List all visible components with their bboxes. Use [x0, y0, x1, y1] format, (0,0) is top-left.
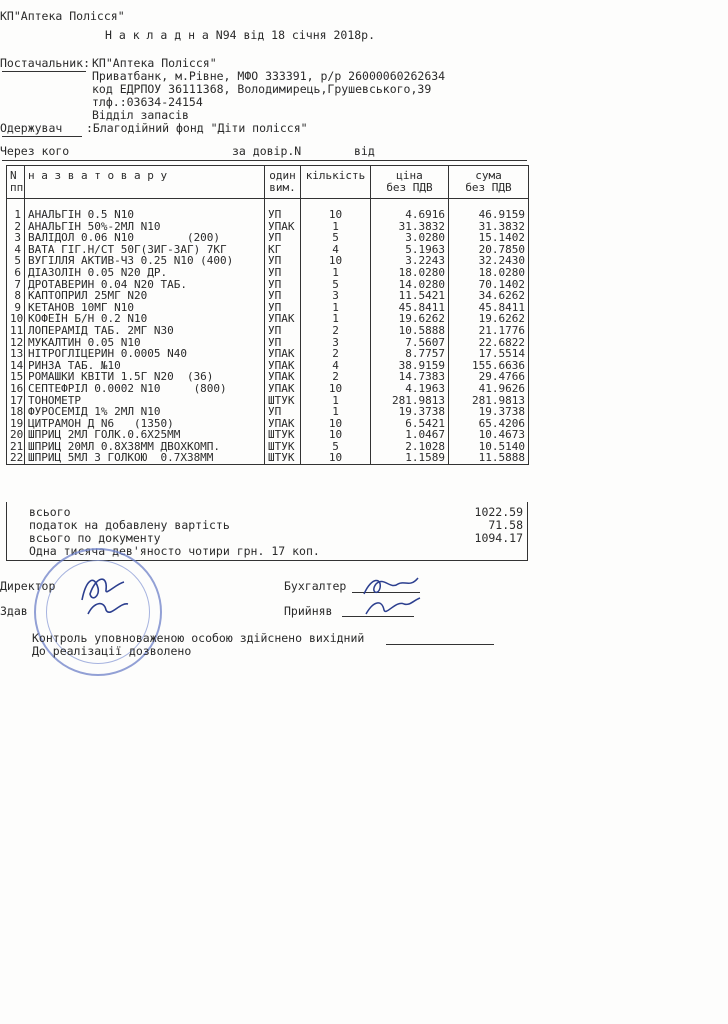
row-quantity: 4: [301, 244, 371, 256]
row-number: 19: [7, 418, 25, 430]
total-in-words: Одна тисяча дев'яносто чотири грн. 17 коп.: [29, 544, 320, 558]
row-quantity: 2: [301, 371, 371, 383]
row-unit: УП: [265, 209, 301, 221]
supplier-name: КП"Аптека Полісся": [92, 56, 217, 70]
table-row: [7, 325, 529, 337]
header-num: N пп: [7, 166, 25, 199]
row-unit: ШТУК: [265, 441, 301, 453]
row-quantity: 1: [301, 395, 371, 407]
row-quantity: 3: [301, 337, 371, 349]
row-sum: 45.8411: [449, 302, 529, 314]
row-product-name: ДІАЗОЛІН 0.05 N20 ДР.: [25, 267, 265, 279]
row-sum: 34.6262: [449, 290, 529, 302]
row-quantity: 2: [301, 325, 371, 337]
row-sum: 155.6636: [449, 360, 529, 372]
row-unit: УПАК: [265, 418, 301, 430]
row-unit: УПАК: [265, 313, 301, 325]
row-quantity: 1: [301, 267, 371, 279]
table-row: [7, 395, 529, 407]
receiver-name: :Благодійний фонд "Діти полісся": [86, 121, 308, 135]
via-line: [2, 160, 527, 161]
row-unit: УП: [265, 325, 301, 337]
table-row: [7, 302, 529, 314]
row-number: 22: [7, 452, 25, 464]
row-product-name: КЕТАНОВ 10МГ N10: [25, 302, 265, 314]
org-top-label: КП"Аптека Полісся": [0, 9, 125, 23]
row-price: 7.5607: [371, 337, 449, 349]
table-row: [7, 406, 529, 418]
table-row: [7, 313, 529, 325]
control-line-2: До реалізації дозволено: [32, 644, 192, 658]
row-product-name: ВАТА ГІГ.Н/СТ 50Г(ЗИГ-ЗАГ) 7КГ: [25, 244, 265, 256]
row-quantity: 10: [301, 429, 371, 441]
row-price: 18.0280: [371, 267, 449, 279]
row-unit: ШТУК: [265, 429, 301, 441]
row-product-name: ТОНОМЕТР: [25, 395, 265, 407]
row-product-name: КОФЕЇН Б/Н 0.2 N10: [25, 313, 265, 325]
supplier-dept: Відділ запасів: [92, 108, 189, 122]
document-title: Н а к л а д н а N94 від 18 січня 2018р.: [105, 28, 376, 42]
row-price: 281.9813: [371, 395, 449, 407]
row-unit: ШТУК: [265, 452, 301, 464]
row-unit: УП: [265, 406, 301, 418]
row-price: 3.0280: [371, 232, 449, 244]
row-sum: 18.0280: [449, 267, 529, 279]
row-price: 1.1589: [371, 452, 449, 464]
row-unit: УП: [265, 267, 301, 279]
row-quantity: 1: [301, 221, 371, 233]
table-row: [7, 441, 529, 453]
row-price: 45.8411: [371, 302, 449, 314]
table-row: [7, 267, 529, 279]
row-unit: УП: [265, 255, 301, 267]
row-quantity: 4: [301, 360, 371, 372]
row-unit: УП: [265, 302, 301, 314]
row-price: 14.0280: [371, 279, 449, 291]
row-product-name: ЛОПЕРАМІД ТАБ. 2МГ N30: [25, 325, 265, 337]
table-row: [7, 290, 529, 302]
row-unit: КГ: [265, 244, 301, 256]
supplier-bank: Приватбанк, м.Рівне, МФО 333391, р/р 26000060262634: [92, 69, 446, 83]
row-price: 38.9159: [371, 360, 449, 372]
document-total-label: всього по документу: [29, 531, 161, 545]
row-number: 16: [7, 383, 25, 395]
header-sum: сума без ПДВ: [449, 166, 529, 199]
row-number: 3: [7, 232, 25, 244]
row-number: 8: [7, 290, 25, 302]
director-label: Директор: [0, 579, 56, 593]
table-row: [7, 418, 529, 430]
row-product-name: РИНЗА ТАБ. №10: [25, 360, 265, 372]
row-price: 11.5421: [371, 290, 449, 302]
from-label: від: [354, 144, 375, 158]
row-product-name: СЕПТЕФРІЛ 0.0002 N10 (800): [25, 383, 265, 395]
row-sum: 46.9159: [449, 209, 529, 221]
row-unit: УПАК: [265, 221, 301, 233]
goods-table: [6, 165, 529, 465]
document-total-value: 1094.17: [474, 531, 523, 545]
row-quantity: 10: [301, 209, 371, 221]
row-number: 1: [7, 209, 25, 221]
row-price: 2.1028: [371, 441, 449, 453]
row-number: 21: [7, 441, 25, 453]
row-number: 10: [7, 313, 25, 325]
row-number: 5: [7, 255, 25, 267]
row-sum: 70.1402: [449, 279, 529, 291]
row-sum: 29.4766: [449, 371, 529, 383]
table-row: [7, 255, 529, 267]
row-sum: 281.9813: [449, 395, 529, 407]
row-number: 14: [7, 360, 25, 372]
row-sum: 41.9626: [449, 383, 529, 395]
row-number: 2: [7, 221, 25, 233]
row-number: 7: [7, 279, 25, 291]
row-sum: 10.5140: [449, 441, 529, 453]
table-row: [7, 360, 529, 372]
row-unit: УП: [265, 232, 301, 244]
accountant-signature-icon: [360, 570, 424, 620]
row-price: 19.6262: [371, 313, 449, 325]
row-price: 1.0467: [371, 429, 449, 441]
row-unit: УПАК: [265, 383, 301, 395]
row-unit: УП: [265, 290, 301, 302]
row-product-name: АНАЛЬГІН 50%-2МЛ N10: [25, 221, 265, 233]
row-sum: 21.1776: [449, 325, 529, 337]
table-row: [7, 371, 529, 383]
row-product-name: МУКАЛТИН 0.05 N10: [25, 337, 265, 349]
via-label: Через кого: [0, 144, 70, 158]
accountant-label: Бухгалтер: [284, 579, 347, 593]
row-number: 13: [7, 348, 25, 360]
total-value: 1022.59: [474, 505, 523, 519]
row-product-name: ШПРИЦ 5МЛ З ГОЛКОЮ 0.7Х38ММ: [25, 452, 265, 464]
row-product-name: ШПРИЦ 20МЛ 0.8Х38ММ ДВОХКОМП.: [25, 441, 265, 453]
supplier-underline: [2, 71, 86, 72]
receiver-underline: [2, 136, 82, 137]
table-row: [7, 452, 529, 464]
row-product-name: ЦИТРАМОН Д N6 (1350): [25, 418, 265, 430]
row-number: 17: [7, 395, 25, 407]
vat-value: 71.58: [488, 518, 523, 532]
row-number: 18: [7, 406, 25, 418]
row-price: 6.5421: [371, 418, 449, 430]
power-of-attorney-label: за довір.N: [232, 144, 302, 158]
receiver-label: Одержувач: [0, 121, 63, 135]
row-unit: УП: [265, 279, 301, 291]
row-sum: 20.7850: [449, 244, 529, 256]
row-sum: 19.6262: [449, 313, 529, 325]
header-unit: один вим.: [265, 166, 301, 199]
row-sum: 15.1402: [449, 232, 529, 244]
goods-body: [7, 199, 529, 465]
gave-label: Здав: [0, 604, 28, 618]
table-row: [7, 383, 529, 395]
row-quantity: 10: [301, 418, 371, 430]
row-number: 11: [7, 325, 25, 337]
header-price: ціна без ПДВ: [371, 166, 449, 199]
row-product-name: ФУРОСЕМІД 1% 2МЛ N10: [25, 406, 265, 418]
row-unit: УП: [265, 337, 301, 349]
row-quantity: 5: [301, 232, 371, 244]
control-line-1: Контроль уповноваженою особою здійснено вихідний: [32, 631, 365, 645]
row-product-name: РОМАШКИ КВІТИ 1.5Г N20 (36): [25, 371, 265, 383]
row-quantity: 1: [301, 406, 371, 418]
table-row: [7, 244, 529, 256]
row-unit: УПАК: [265, 371, 301, 383]
table-row: [7, 279, 529, 291]
row-number: 6: [7, 267, 25, 279]
row-quantity: 10: [301, 452, 371, 464]
row-quantity: 3: [301, 290, 371, 302]
control-underline: [386, 644, 494, 645]
row-number: 15: [7, 371, 25, 383]
row-price: 4.1963: [371, 383, 449, 395]
director-signature-icon: [76, 566, 136, 622]
row-unit: УПАК: [265, 360, 301, 372]
table-row: [7, 209, 529, 221]
row-quantity: 5: [301, 279, 371, 291]
row-number: 12: [7, 337, 25, 349]
row-quantity: 2: [301, 348, 371, 360]
row-sum: 32.2430: [449, 255, 529, 267]
row-product-name: ВАЛІДОЛ 0.06 N10 (200): [25, 232, 265, 244]
row-product-name: ДРОТАВЕРИН 0.04 N20 ТАБ.: [25, 279, 265, 291]
row-quantity: 10: [301, 255, 371, 267]
row-number: 9: [7, 302, 25, 314]
row-product-name: КАПТОПРИЛ 25МГ N20: [25, 290, 265, 302]
row-price: 5.1963: [371, 244, 449, 256]
received-label: Прийняв: [284, 604, 333, 618]
table-row: [7, 348, 529, 360]
vat-label: податок на добавлену вартість: [29, 518, 230, 532]
supplier-label: Постачальник:: [0, 56, 91, 70]
row-sum: 31.3832: [449, 221, 529, 233]
row-sum: 11.5888: [449, 452, 529, 464]
table-row: [7, 221, 529, 233]
total-label: всього: [29, 505, 71, 519]
row-price: 19.3738: [371, 406, 449, 418]
row-sum: 22.6822: [449, 337, 529, 349]
row-number: 4: [7, 244, 25, 256]
row-product-name: НІТРОГЛІЦЕРИН 0.0005 N40: [25, 348, 265, 360]
header-name: н а з в а т о в а р у: [25, 166, 265, 199]
row-sum: 10.4673: [449, 429, 529, 441]
table-row: [7, 232, 529, 244]
row-product-name: ШПРИЦ 2МЛ ГОЛК.0.6Х25ММ: [25, 429, 265, 441]
supplier-code: код ЕДРПОУ 36111368, Володимирець,Грушевського,39: [92, 82, 432, 96]
row-product-name: АНАЛЬГІН 0.5 N10: [25, 209, 265, 221]
table-row: [7, 337, 529, 349]
row-quantity: 10: [301, 383, 371, 395]
row-quantity: 5: [301, 441, 371, 453]
row-sum: 65.4206: [449, 418, 529, 430]
row-price: 31.3832: [371, 221, 449, 233]
row-unit: ШТУК: [265, 395, 301, 407]
row-sum: 17.5514: [449, 348, 529, 360]
row-price: 14.7383: [371, 371, 449, 383]
row-price: 10.5888: [371, 325, 449, 337]
row-price: 8.7757: [371, 348, 449, 360]
row-quantity: 1: [301, 313, 371, 325]
row-unit: УПАК: [265, 348, 301, 360]
row-price: 4.6916: [371, 209, 449, 221]
row-number: 20: [7, 429, 25, 441]
supplier-phone: тлф.:03634-24154: [92, 95, 203, 109]
row-price: 3.2243: [371, 255, 449, 267]
table-row: [7, 429, 529, 441]
row-sum: 19.3738: [449, 406, 529, 418]
row-product-name: ВУГІЛЛЯ АКТИВ-ЧЗ 0.25 N10 (400): [25, 255, 265, 267]
row-quantity: 1: [301, 302, 371, 314]
header-qty: кількість: [301, 166, 371, 199]
